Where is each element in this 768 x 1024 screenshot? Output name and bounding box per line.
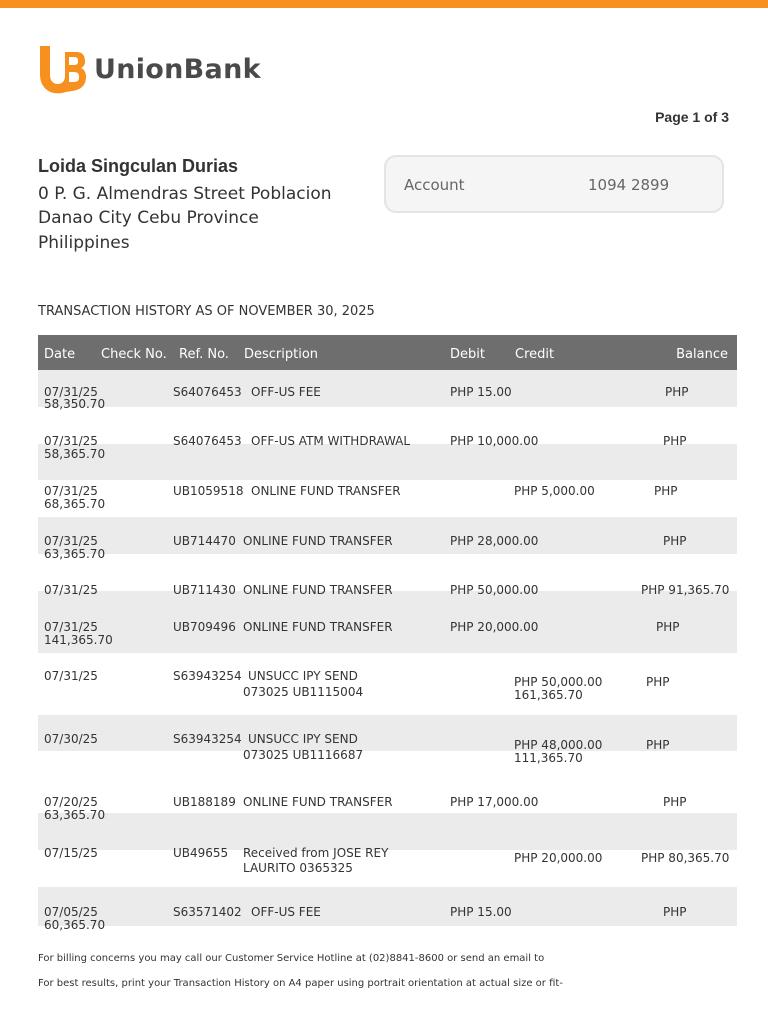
cell-credit: PHP 5,000.00 [514, 484, 595, 498]
cell-balance: PHP [646, 675, 670, 689]
cell-balance-wrap: 141,365.70 [44, 633, 113, 647]
header-balance: Balance [676, 347, 728, 362]
cell-description: OFF-US FEE [251, 385, 321, 399]
transaction-history-title: TRANSACTION HISTORY AS OF NOVEMBER 30, 2025 [38, 304, 375, 319]
cell-balance-wrap: 58,365.70 [44, 447, 106, 461]
cell-debit: PHP 10,000.00 [450, 434, 539, 448]
cell-date: 07/31/25 [44, 484, 98, 498]
header-debit: Debit [450, 347, 485, 362]
header-check-no: Check No. [101, 347, 167, 362]
cell-description-line2: 073025 UB1116687 [243, 748, 364, 762]
cell-balance: PHP [646, 738, 670, 752]
unionbank-logo-icon [38, 44, 86, 94]
cell-credit: PHP 50,000.00 [514, 675, 603, 689]
cell-balance-wrap: 58,350.70 [44, 397, 106, 411]
cell-description: ONLINE FUND TRANSFER [243, 583, 393, 597]
cell-debit: PHP 20,000.00 [450, 620, 539, 634]
cell-balance: PHP [663, 534, 687, 548]
cell-date: 07/31/25 [44, 534, 98, 548]
brand-accent-bar [0, 0, 768, 8]
address-line-2: Danao City Cebu Province [38, 208, 259, 228]
brand-name: UnionBank [94, 53, 261, 85]
cell-debit: PHP 28,000.00 [450, 534, 539, 548]
cell-balance: PHP [663, 795, 687, 809]
cell-description: Received from JOSE REY [243, 846, 389, 860]
cell-date: 07/20/25 [44, 795, 98, 809]
cell-description-line2: 073025 UB1115004 [243, 685, 364, 699]
cell-credit: PHP 20,000.00 [514, 851, 603, 865]
cell-description: OFF-US FEE [251, 905, 321, 919]
header-credit: Credit [515, 347, 555, 362]
row-band [38, 887, 737, 926]
cell-description: UNSUCC IPY SEND [248, 732, 358, 746]
print-note: For best results, print your Transaction History on A4 paper using portrait orientation at actual size or fit- [38, 978, 563, 989]
cell-description: ONLINE FUND TRANSFER [243, 534, 393, 548]
row-band [38, 370, 737, 407]
cell-date: 07/30/25 [44, 732, 98, 746]
cell-ref: UB711430 [173, 583, 236, 597]
header-ref-no: Ref. No. [179, 347, 229, 362]
cell-ref: S64076453 [173, 434, 242, 448]
customer-name: Loida Singculan Durias [38, 156, 239, 176]
cell-balance-wrap: 68,365.70 [44, 497, 106, 511]
cell-description-line2: LAURITO 0365325 [243, 861, 353, 875]
cell-description: ONLINE FUND TRANSFER [251, 484, 401, 498]
cell-date: 07/31/25 [44, 620, 98, 634]
cell-date: 07/31/25 [44, 669, 98, 683]
account-number: 1094 2899 [588, 176, 670, 194]
cell-balance: PHP [665, 385, 689, 399]
table-header [38, 335, 737, 370]
header-date: Date [44, 347, 76, 362]
row-band [38, 813, 737, 850]
page-indicator: Page 1 of 3 [655, 109, 729, 125]
cell-description: OFF-US ATM WITHDRAWAL [251, 434, 411, 448]
cell-balance: PHP 80,365.70 [641, 851, 730, 865]
cell-balance: PHP [654, 484, 678, 498]
account-label: Account [404, 176, 465, 194]
address-line-3: Philippines [38, 233, 130, 253]
cell-balance: PHP [656, 620, 680, 634]
cell-date: 07/31/25 [44, 583, 98, 597]
cell-balance: PHP [663, 434, 687, 448]
cell-balance: PHP [663, 905, 687, 919]
header-description: Description [244, 347, 319, 362]
cell-description: ONLINE FUND TRANSFER [243, 795, 393, 809]
cell-balance-wrap: 63,365.70 [44, 547, 106, 561]
cell-date: 07/15/25 [44, 846, 98, 860]
cell-balance: PHP 91,365.70 [641, 583, 730, 597]
row-band [38, 444, 737, 480]
cell-balance-wrap: 111,365.70 [514, 751, 583, 765]
cell-ref: UB709496 [173, 620, 236, 634]
cell-ref: S63943254 [173, 732, 242, 746]
cell-description: ONLINE FUND TRANSFER [243, 620, 393, 634]
cell-debit: PHP 15.00 [450, 385, 512, 399]
cell-date: 07/31/25 [44, 434, 98, 448]
cell-ref: S64076453 [173, 385, 242, 399]
cell-description: UNSUCC IPY SEND [248, 669, 358, 683]
cell-ref: UB188189 [173, 795, 236, 809]
cell-ref: S63943254 [173, 669, 242, 683]
billing-note: For billing concerns you may call our Customer Service Hotline at (02)8841-8600 or send an email to [38, 953, 545, 964]
cell-balance-wrap: 60,365.70 [44, 918, 106, 932]
account-box [384, 155, 724, 213]
address-line-1: 0 P. G. Almendras Street Poblacion [38, 184, 332, 204]
cell-date: 07/31/25 [44, 385, 98, 399]
cell-ref: S63571402 [173, 905, 242, 919]
cell-debit: PHP 17,000.00 [450, 795, 539, 809]
cell-debit: PHP 15.00 [450, 905, 512, 919]
cell-balance-wrap: 63,365.70 [44, 808, 106, 822]
cell-date: 07/05/25 [44, 905, 98, 919]
cell-balance-wrap: 161,365.70 [514, 688, 583, 702]
cell-credit: PHP 48,000.00 [514, 738, 603, 752]
row-band [38, 715, 737, 751]
cell-ref: UB714470 [173, 534, 236, 548]
cell-ref: UB1059518 [173, 484, 244, 498]
cell-ref: UB49655 [173, 846, 229, 860]
unionbank-logo [38, 44, 261, 94]
cell-debit: PHP 50,000.00 [450, 583, 539, 597]
